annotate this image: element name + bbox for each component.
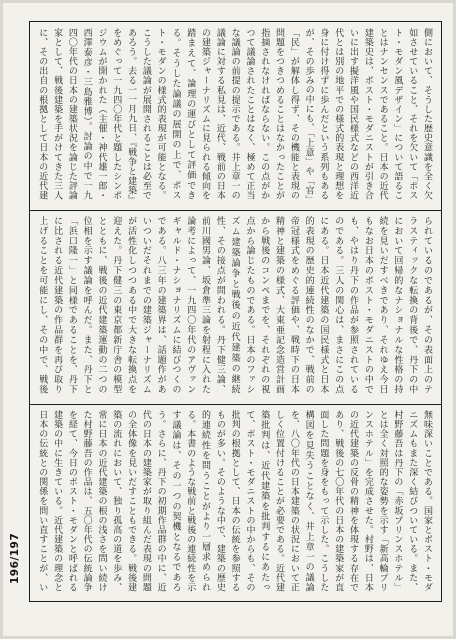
article-text-top: 側において、そうした歴史意識を全く欠如させていること、それを欠いて「ポスト・モダン風デザイン」について語ることはナンセンスであること。日本の近代建築史は、ポスト・モダニストが引き合いに出す擬洋風や国民様式などの西洋近代とは別の地平での様式的表現と理想を身に付け得ずに歩んだという系列もあるが、その歩みの中にも、「上意」や「官」「民」が解体し得ず、その機能と表現の問題をつきつめることはなかったことが指摘されなければならない。この点がかつて議論されたことはなく、極めて正当な議論の前提の提示である。井上章一の議論に対する私見は、近代、戦前の日本の建築ジャーナリズムに見られる傾向を踏まえて、論理の運びとして評価できる。そうした論議の展開の上で、ポスト・モダンの様式的表現が可能となる。こうした議論が展開されることは必至であろう。去る一一月九日、『戦争と建築』をめぐって一九四〇年代と題したシンポジウムが開かれた（主催・神代雄一郎・西澤泰彦・三島雅博）。討論の中で一九四〇年代の日本の建築状況を論じた評論家として、戦後建築を手がけてきた三人に、その出自の根拠として日本の近代建 <box>37 28 432 200</box>
page-number: 196/197 <box>9 532 21 584</box>
section-divider-bottom <box>30 404 441 405</box>
magazine-page <box>3 3 453 636</box>
text-column-block-middle <box>37 216 434 394</box>
section-divider-top <box>30 210 441 211</box>
article-text-bottom: 無味深いことである。国家とポスト・モダニズムもまた深く結びついている。また、村野藤吾は丹下の「赤坂プリンスホテル」とは全く対照的な姿勢を示す「新高輪プリンスホテル」を完成させた。村野は、日本の近代建築の反骨の精神を体現する存在であり、戦後の七〇年代の日本の建築家が直面した問題を身をもって示した。こうした構図を見失うことなく、井上章一の議論を、八〇年代の日本建築の状況において正しく位置付けることが必要である。近代建築批判は、近代建築を批判するにあたって、ポスト・モダニストの中からも、その批判の根拠として、日本の伝統を参照するものが多い。そのような中で、建築の歴史的連続性を問うことがより一層求められる。本書のような戦前と戦後の連続性を示す議論は、その一つの契機となるであろう。さらに、丹下の初期作品群の中に、近代の日本の建築家が取り組んだ表現の問題の全体像を見いだすこともできる。戦後建築の流れにおいて、独り孤高の道を歩み、常に日本の近代建築の根の浅さを問い続けた村野藤吾の作品は、五〇年代の伝統論争を経て、今日のポスト・モダンと呼ばれる建築の中に生きている。近代建築の理念と日本の伝統との関係を問い直すことが、い <box>37 410 432 592</box>
text-column-block-top <box>37 28 434 200</box>
article-text-middle: られているのであるが、その表面上のテラスティックな転換の背後で、丹下の中において回帰的なナショナルな性格の持続を見いだすべきであり、それゆえ今日もなお日本のポスト・モダニストの中でも、やはり丹下の作品が参照されているのである。三人の関心は、まさにこの点にある。日本近代建築の国民様式と日本的表現の歴史的連続性のなかで、戦前の帝冠様式をめぐる評価や、戦時下の日本精神と建築の様式、大東亜記念造営計画から戦後のコンペまでを、それぞれの視点から論じたものである。日本のファシズム建築論争と戦後の近代建築の継続性、その接点が問われる。丹下健三論、前川國男論、坂倉準三論を射程に入れた論考によって、一九四〇年代のアヴァンギャルド・ナショナリズムに結びつくのである。八三年の建築界は、話題作があいついだそれまでの建築ジャーナリズムが活性化しつつある中で大きな転換点を迎えた。丹下健三の東京都新庁舎の模型とともに、戦後の近代建築運動の二つの位相を示す議論を呼んだ。また、丹下と「浜口隆一」と同様であることを、丹下に比される近代建築の作品群を再び取り上げることを可能にし、その中で、戦後 <box>37 216 432 394</box>
article-frame <box>29 21 442 602</box>
text-column-block-bottom <box>37 410 434 592</box>
